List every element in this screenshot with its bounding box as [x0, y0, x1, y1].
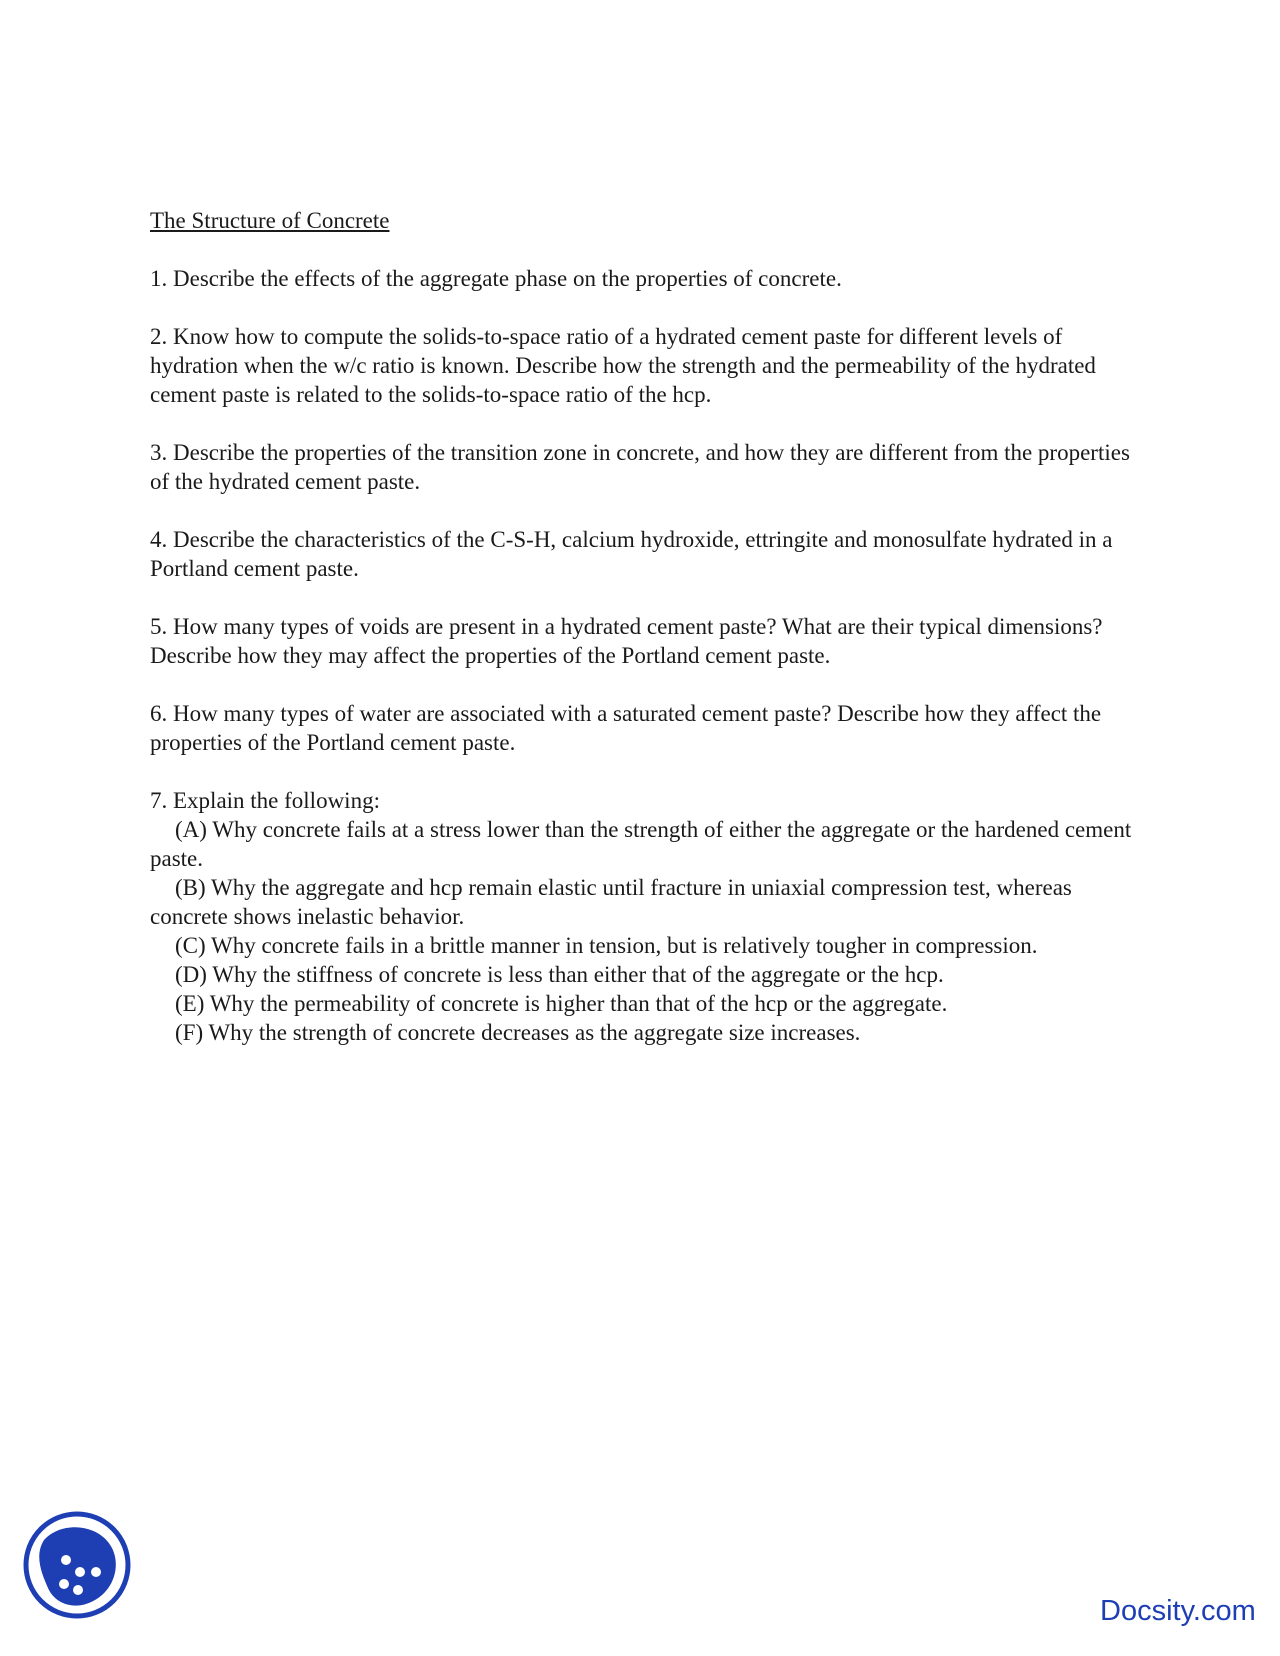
question-7	[150, 786, 1140, 1047]
document-title: The Structure of Concrete	[150, 208, 390, 233]
question-5: 5. How many types of voids are present in a hydrated cement paste? What are their typical dimensions? Describe how they may affect the properties of the Portland cement paste.	[150, 614, 1103, 668]
document-content	[150, 206, 1140, 1047]
question-3: 3. Describe the properties of the transition zone in concrete, and how they are different from the properties of the hydrated cement paste.	[150, 440, 1130, 494]
question-7-intro: 7. Explain the following:	[150, 788, 380, 813]
subitem-a: (A) Why concrete fails at a stress lower than the strength of either the aggregate or the hardened cement paste.	[150, 817, 1132, 871]
docsity-brand-text[interactable]: Docsity.com	[1100, 1595, 1256, 1627]
subitem-e: (E) Why the permeability of concrete is higher than that of the hcp or the aggregate.	[175, 991, 948, 1016]
docsity-logo-icon	[22, 1510, 132, 1620]
question-4: 4. Describe the characteristics of the C-S-H, calcium hydroxide, ettringite and monosulfate hydrated in a Portland cement paste.	[150, 527, 1113, 581]
subitem-c: (C) Why concrete fails in a brittle manner in tension, but is relatively tougher in compression.	[175, 933, 1038, 958]
subitem-f: (F) Why the strength of concrete decreases as the aggregate size increases.	[175, 1020, 861, 1045]
subitem-b: (B) Why the aggregate and hcp remain elastic until fracture in uniaxial compression test, whereas concrete shows inelastic behavior.	[150, 875, 1072, 929]
question-1: 1. Describe the effects of the aggregate phase on the properties of concrete.	[150, 266, 842, 291]
question-2: 2. Know how to compute the solids-to-space ratio of a hydrated cement paste for different levels of hydration when the w/c ratio is known. Describe how the strength and the permeability of the hydrated cement paste is related to the solids-to-space ratio of the hcp.	[150, 324, 1096, 407]
question-6: 6. How many types of water are associated with a saturated cement paste? Describe how they affect the properties of the Portland cement paste.	[150, 701, 1102, 755]
subitem-d: (D) Why the stiffness of concrete is less than either that of the aggregate or the hcp.	[175, 962, 944, 987]
